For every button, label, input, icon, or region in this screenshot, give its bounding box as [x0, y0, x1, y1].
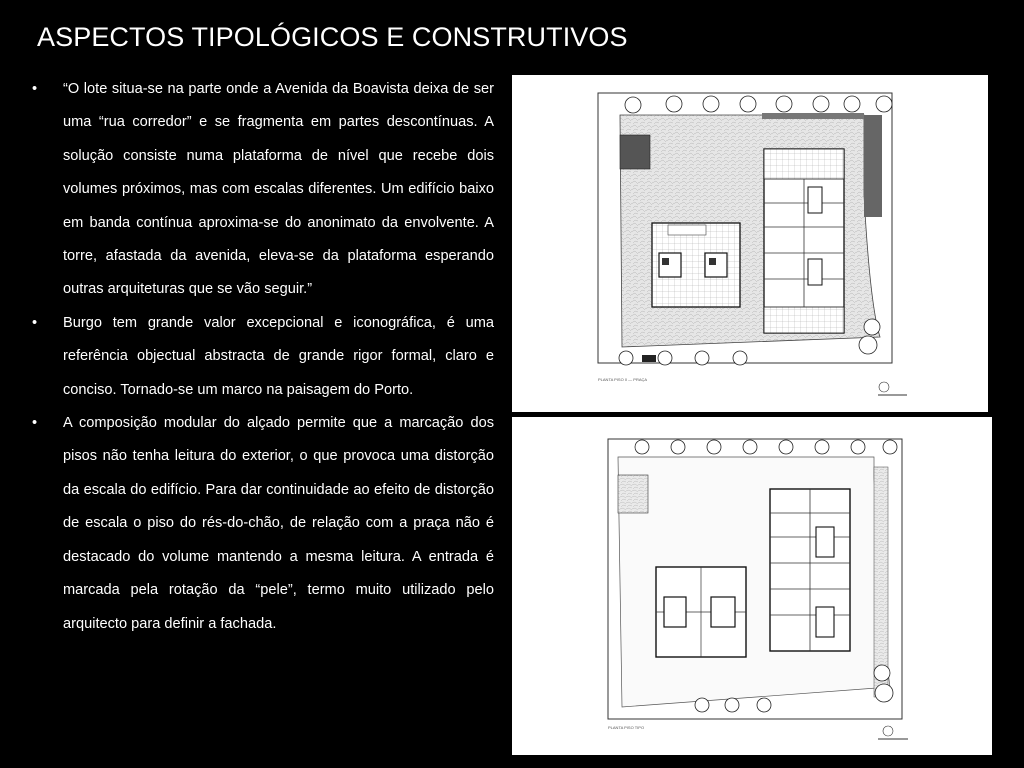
bullet-item [32, 407, 494, 641]
bullet-marker: • [32, 415, 38, 432]
floor-plan-typical-image [512, 417, 992, 755]
floor-plan-ground-drawing [512, 75, 988, 412]
bullet-list [32, 73, 494, 641]
bullet-item [32, 73, 494, 307]
bullet-marker: • [32, 81, 38, 97]
bullet-text: A composição modular do alçado permite que a marcação dos pisos não tenha leitura do exterior, o que provoca uma distorção da escala do edifício. Para dar continuidade ao efeito de distorção de escala o piso do rés-do-chão, de relação com a praça não é destacado do volume mantendo a mesma leitura. A entrada é marcada pela rotação da “pele”, termo muito utilizado pelo arquitecto para definir a fachada. [63, 415, 494, 632]
plan-bottom-caption: PLANTA PISO TIPO [608, 725, 645, 730]
bullet-text: “O lote situa-se na parte onde a Avenida da Boavista deixa de ser uma “rua corredor” e se fragmenta em partes descontínuas. A solução consiste numa plataforma de nível que recebe dois volumes próximos, mas com escalas diferentes. Um edifício baixo em banda contínua aproxima-se do anonimato da envolvente. A torre, afastada da avenida, eleva-se da plataforma esperando outras arquiteturas que se vão seguir.” [63, 81, 494, 298]
bullet-text: Burgo tem grande valor excepcional e iconográfica, é uma referência objectual abstracta de grande rigor formal, claro e conciso. Tornado-se um marco na paisagem do Porto. [63, 314, 494, 398]
bullet-marker: • [32, 314, 38, 331]
floor-plan-typical-drawing [512, 417, 992, 755]
bullet-item [32, 307, 494, 407]
slide-title: ASPECTOS TIPOLÓGICOS E CONSTRUTIVOS [37, 22, 628, 52]
floor-plan-ground-image [512, 75, 988, 412]
plan-top-caption: PLANTA PISO 0 — PRAÇA [598, 377, 648, 382]
